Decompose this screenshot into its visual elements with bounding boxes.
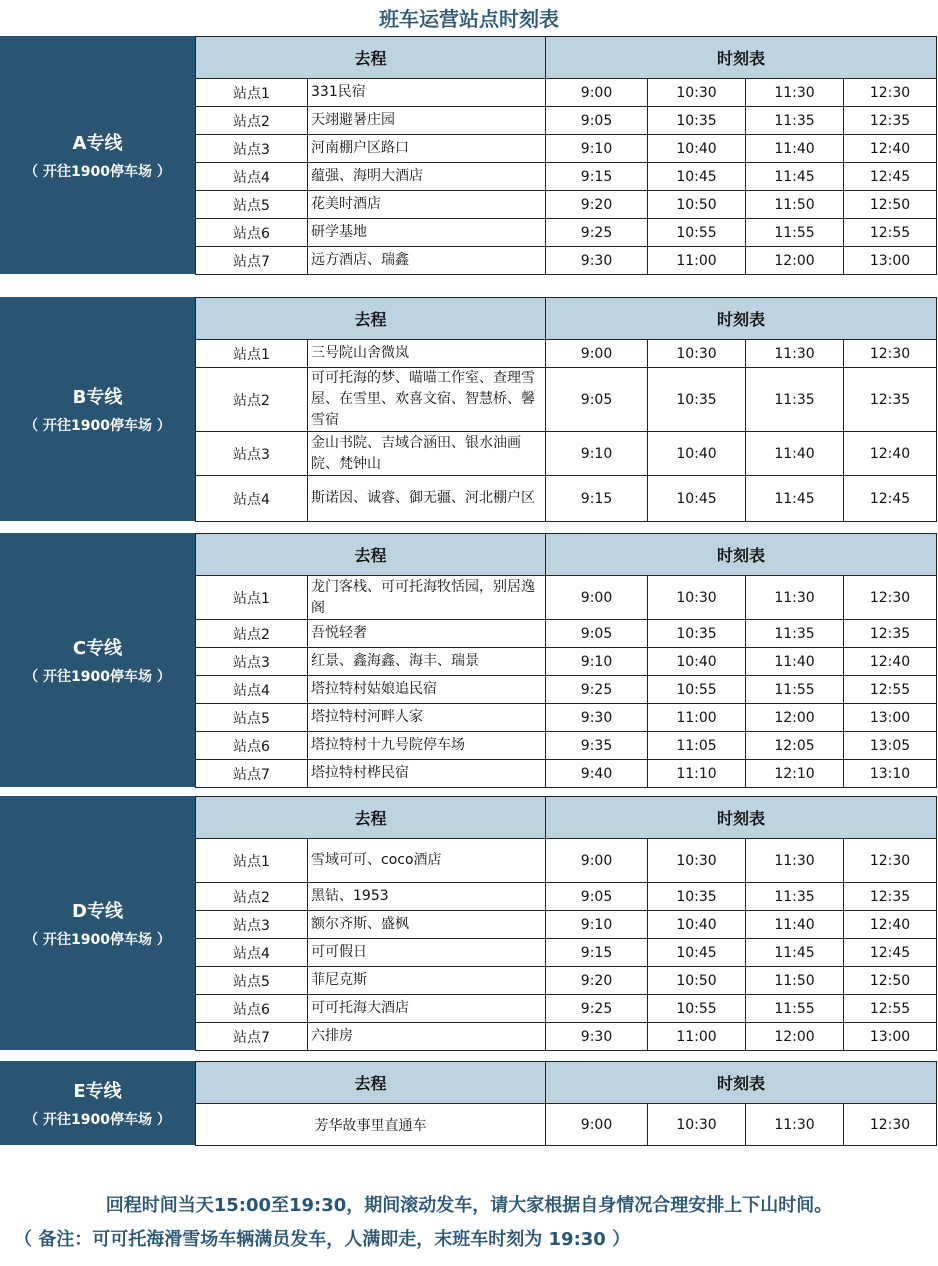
departure-time: 10:40: [648, 911, 746, 939]
line-label-box: [0, 1061, 195, 1145]
line-section: [0, 796, 938, 1050]
stop-number: 站点3: [196, 432, 308, 476]
table-row: [196, 476, 937, 522]
departure-time: 9:15: [546, 939, 648, 967]
line-label-box: [0, 36, 195, 274]
departure-time: 9:05: [546, 107, 648, 135]
departure-time: 13:00: [844, 247, 937, 275]
stop-name: 塔拉特村桦民宿: [308, 760, 546, 788]
table-row: [196, 191, 937, 219]
departure-time: 11:55: [746, 676, 844, 704]
departure-time: 11:35: [746, 883, 844, 911]
departure-time: 9:25: [546, 219, 648, 247]
line-destination: （ 开往1900停车场 ）: [24, 418, 171, 434]
remark-note: （ 备注：可可托海滑雪场车辆满员发车，人满即走，末班车时刻为 19:30 ）: [14, 1229, 631, 1250]
table-row: [196, 79, 937, 107]
stop-number: 站点2: [196, 620, 308, 648]
departure-time: 9:00: [546, 1104, 648, 1146]
departure-time: 11:00: [648, 1023, 746, 1051]
departure-time: 12:40: [844, 135, 937, 163]
departure-time: 9:00: [546, 79, 648, 107]
stop-number: 站点7: [196, 760, 308, 788]
route-header: 去程: [196, 37, 546, 79]
departure-time: 11:50: [746, 967, 844, 995]
departure-time: 9:00: [546, 839, 648, 883]
departure-time: 9:25: [546, 676, 648, 704]
departure-time: 11:30: [746, 340, 844, 368]
table-row: [196, 135, 937, 163]
timetable: [195, 297, 937, 522]
timetable: [195, 1061, 937, 1146]
departure-time: 11:45: [746, 476, 844, 522]
departure-time: 9:15: [546, 476, 648, 522]
departure-time: 12:55: [844, 995, 937, 1023]
departure-time: 9:40: [546, 760, 648, 788]
line-destination: （ 开往1900停车场 ）: [24, 164, 171, 180]
stop-number: 站点5: [196, 704, 308, 732]
stop-number: 站点6: [196, 732, 308, 760]
line-name: E专线: [73, 1081, 122, 1102]
stop-name: 金山书院、吉域合涵田、银水油画院、梵钟山: [308, 432, 546, 476]
stop-number: 站点4: [196, 676, 308, 704]
departure-time: 10:30: [648, 79, 746, 107]
header-row: [196, 797, 937, 839]
departure-time: 12:40: [844, 432, 937, 476]
stop-number: 站点4: [196, 476, 308, 522]
departure-time: 12:10: [746, 760, 844, 788]
stop-number: 站点3: [196, 648, 308, 676]
header-row: [196, 37, 937, 79]
departure-time: 10:30: [648, 576, 746, 620]
stop-name: 可可托海大酒店: [308, 995, 546, 1023]
stop-name: 天翊避暑庄园: [308, 107, 546, 135]
header-row: [196, 298, 937, 340]
table-row: [196, 219, 937, 247]
stop-number: 站点3: [196, 911, 308, 939]
table-row: [196, 911, 937, 939]
departure-time: 10:35: [648, 620, 746, 648]
stop-name: 塔拉特村十九号院停车场: [308, 732, 546, 760]
table-row: [196, 620, 937, 648]
departure-time: 11:40: [746, 135, 844, 163]
stop-number: 站点5: [196, 191, 308, 219]
departure-time: 9:35: [546, 732, 648, 760]
departure-time: 12:00: [746, 704, 844, 732]
departure-time: 11:40: [746, 432, 844, 476]
departure-time: 10:55: [648, 676, 746, 704]
departure-time: 12:30: [844, 839, 937, 883]
departure-time: 9:30: [546, 247, 648, 275]
stop-name: 河南棚户区路口: [308, 135, 546, 163]
table-row: [196, 107, 937, 135]
line-section: [0, 297, 938, 521]
page-title: 班车运营站点时刻表: [379, 7, 559, 31]
line-destination: （ 开往1900停车场 ）: [24, 1112, 171, 1128]
line-section: [0, 1061, 938, 1145]
stop-name: 红景、鑫海鑫、海丰、瑞景: [308, 648, 546, 676]
departure-time: 11:35: [746, 368, 844, 432]
departure-time: 10:30: [648, 839, 746, 883]
table-row: [196, 995, 937, 1023]
stop-number: 站点7: [196, 1023, 308, 1051]
table-row: [196, 368, 937, 432]
route-header: 去程: [196, 797, 546, 839]
stop-name: 远方酒店、瑞鑫: [308, 247, 546, 275]
departure-time: 12:40: [844, 911, 937, 939]
header-row: [196, 534, 937, 576]
departure-time: 9:05: [546, 883, 648, 911]
departure-time: 12:55: [844, 676, 937, 704]
departure-time: 11:30: [746, 1104, 844, 1146]
stop-number: 站点3: [196, 135, 308, 163]
line-label-box: [0, 796, 195, 1050]
stop-number: 站点2: [196, 368, 308, 432]
departure-time: 10:30: [648, 340, 746, 368]
line-destination: （ 开往1900停车场 ）: [24, 669, 171, 685]
departure-time: 9:10: [546, 911, 648, 939]
stop-number: 站点1: [196, 340, 308, 368]
line-section: [0, 36, 938, 274]
schedule-header: 时刻表: [546, 1062, 937, 1104]
departure-time: 12:05: [746, 732, 844, 760]
line-name: C专线: [72, 638, 123, 659]
departure-time: 13:00: [844, 1023, 937, 1051]
departure-time: 12:45: [844, 163, 937, 191]
departure-time: 9:10: [546, 648, 648, 676]
departure-time: 11:35: [746, 620, 844, 648]
departure-time: 10:40: [648, 648, 746, 676]
departure-time: 10:35: [648, 107, 746, 135]
departure-time: 9:00: [546, 340, 648, 368]
departure-time: 9:25: [546, 995, 648, 1023]
table-row: [196, 883, 937, 911]
schedule-header: 时刻表: [546, 797, 937, 839]
departure-time: 9:20: [546, 191, 648, 219]
table-row: [196, 432, 937, 476]
departure-time: 12:00: [746, 247, 844, 275]
departure-time: 10:35: [648, 368, 746, 432]
line-destination: （ 开往1900停车场 ）: [24, 932, 171, 948]
departure-time: 11:55: [746, 219, 844, 247]
departure-time: 11:00: [648, 247, 746, 275]
stop-number: 站点6: [196, 995, 308, 1023]
departure-time: 12:35: [844, 107, 937, 135]
return-note: 回程时间当天15:00至19:30，期间滚动发车，请大家根据自身情况合理安排上下山时间。: [105, 1195, 833, 1216]
stop-name: 六排房: [308, 1023, 546, 1051]
departure-time: 10:45: [648, 476, 746, 522]
table-row: [196, 247, 937, 275]
line-section: [0, 533, 938, 787]
stop-name: 三号院山舍微岚: [308, 340, 546, 368]
departure-time: 12:45: [844, 939, 937, 967]
stop-name: 可可托海的梦、喵喵工作室、查理雪屋、在雪里、欢喜文宿、智慧桥、馨雪宿: [308, 368, 546, 432]
header-row: [196, 1062, 937, 1104]
stop-number: 站点2: [196, 107, 308, 135]
departure-time: 11:30: [746, 79, 844, 107]
stop-number: 站点4: [196, 163, 308, 191]
stop-number: 站点6: [196, 219, 308, 247]
departure-time: 11:50: [746, 191, 844, 219]
departure-time: 12:50: [844, 191, 937, 219]
departure-time: 11:05: [648, 732, 746, 760]
departure-time: 11:45: [746, 939, 844, 967]
stop-name: 黑钻、1953: [308, 883, 546, 911]
departure-time: 11:00: [648, 704, 746, 732]
line-name: B专线: [72, 387, 123, 408]
departure-time: 9:15: [546, 163, 648, 191]
timetable: [195, 533, 937, 788]
stop-name: 塔拉特村姑娘追民宿: [308, 676, 546, 704]
stop-name: 雪域可可、coco酒店: [308, 839, 546, 883]
stop-number: 站点7: [196, 247, 308, 275]
express-route-name: 芳华故事里直通车: [196, 1104, 546, 1146]
stop-number: 站点1: [196, 79, 308, 107]
departure-time: 12:30: [844, 79, 937, 107]
timetable: [195, 796, 937, 1051]
table-row: [196, 967, 937, 995]
timetable: [195, 36, 937, 275]
stop-name: 蕴强、海明大酒店: [308, 163, 546, 191]
line-name: D专线: [72, 901, 123, 922]
departure-time: 10:40: [648, 135, 746, 163]
stop-name: 额尔齐斯、盛枫: [308, 911, 546, 939]
table-row: [196, 732, 937, 760]
table-row: [196, 163, 937, 191]
departure-time: 9:30: [546, 1023, 648, 1051]
departure-time: 12:50: [844, 967, 937, 995]
line-label-box: [0, 533, 195, 787]
table-row: [196, 340, 937, 368]
departure-time: 9:10: [546, 135, 648, 163]
route-header: 去程: [196, 534, 546, 576]
table-row: [196, 939, 937, 967]
table-row: [196, 1023, 937, 1051]
departure-time: 12:30: [844, 576, 937, 620]
departure-time: 12:30: [844, 340, 937, 368]
line-label-box: [0, 297, 195, 521]
departure-time: 11:40: [746, 911, 844, 939]
stop-name: 可可假日: [308, 939, 546, 967]
stop-number: 站点5: [196, 967, 308, 995]
table-row: [196, 760, 937, 788]
stop-number: 站点1: [196, 576, 308, 620]
departure-time: 12:55: [844, 219, 937, 247]
schedule-header: 时刻表: [546, 534, 937, 576]
departure-time: 9:20: [546, 967, 648, 995]
departure-time: 10:45: [648, 939, 746, 967]
departure-time: 12:35: [844, 620, 937, 648]
schedule-header: 时刻表: [546, 37, 937, 79]
stop-name: 斯诺因、诚睿、御无疆、河北棚户区: [308, 476, 546, 522]
departure-time: 10:55: [648, 219, 746, 247]
stop-name: 研学基地: [308, 219, 546, 247]
route-header: 去程: [196, 1062, 546, 1104]
table-row: [196, 648, 937, 676]
departure-time: 11:35: [746, 107, 844, 135]
departure-time: 9:00: [546, 576, 648, 620]
departure-time: 11:30: [746, 576, 844, 620]
departure-time: 11:55: [746, 995, 844, 1023]
departure-time: 12:35: [844, 883, 937, 911]
departure-time: 13:10: [844, 760, 937, 788]
stop-name: 龙门客栈、可可托海牧恬园，别居逸阁: [308, 576, 546, 620]
stop-name: 塔拉特村河畔人家: [308, 704, 546, 732]
departure-time: 10:55: [648, 995, 746, 1023]
departure-time: 10:40: [648, 432, 746, 476]
departure-time: 10:30: [648, 1104, 746, 1146]
table-row: [196, 704, 937, 732]
table-row: [196, 576, 937, 620]
stop-number: 站点4: [196, 939, 308, 967]
stop-number: 站点1: [196, 839, 308, 883]
stop-name: 菲尼克斯: [308, 967, 546, 995]
stop-name: 331民宿: [308, 79, 546, 107]
stop-name: 花美时酒店: [308, 191, 546, 219]
table-row: [196, 676, 937, 704]
departure-time: 12:35: [844, 368, 937, 432]
departure-time: 11:10: [648, 760, 746, 788]
departure-time: 13:05: [844, 732, 937, 760]
departure-time: 9:05: [546, 620, 648, 648]
departure-time: 9:05: [546, 368, 648, 432]
table-row: [196, 1104, 937, 1146]
schedule-header: 时刻表: [546, 298, 937, 340]
departure-time: 12:30: [844, 1104, 937, 1146]
departure-time: 12:00: [746, 1023, 844, 1051]
route-header: 去程: [196, 298, 546, 340]
departure-time: 9:30: [546, 704, 648, 732]
departure-time: 11:40: [746, 648, 844, 676]
stop-name: 吾悦轻奢: [308, 620, 546, 648]
departure-time: 11:30: [746, 839, 844, 883]
departure-time: 10:45: [648, 163, 746, 191]
departure-time: 10:50: [648, 191, 746, 219]
departure-time: 12:40: [844, 648, 937, 676]
departure-time: 10:35: [648, 883, 746, 911]
departure-time: 9:10: [546, 432, 648, 476]
departure-time: 10:50: [648, 967, 746, 995]
departure-time: 12:45: [844, 476, 937, 522]
departure-time: 13:00: [844, 704, 937, 732]
stop-number: 站点2: [196, 883, 308, 911]
departure-time: 11:45: [746, 163, 844, 191]
line-name: A专线: [72, 133, 123, 154]
table-row: [196, 839, 937, 883]
